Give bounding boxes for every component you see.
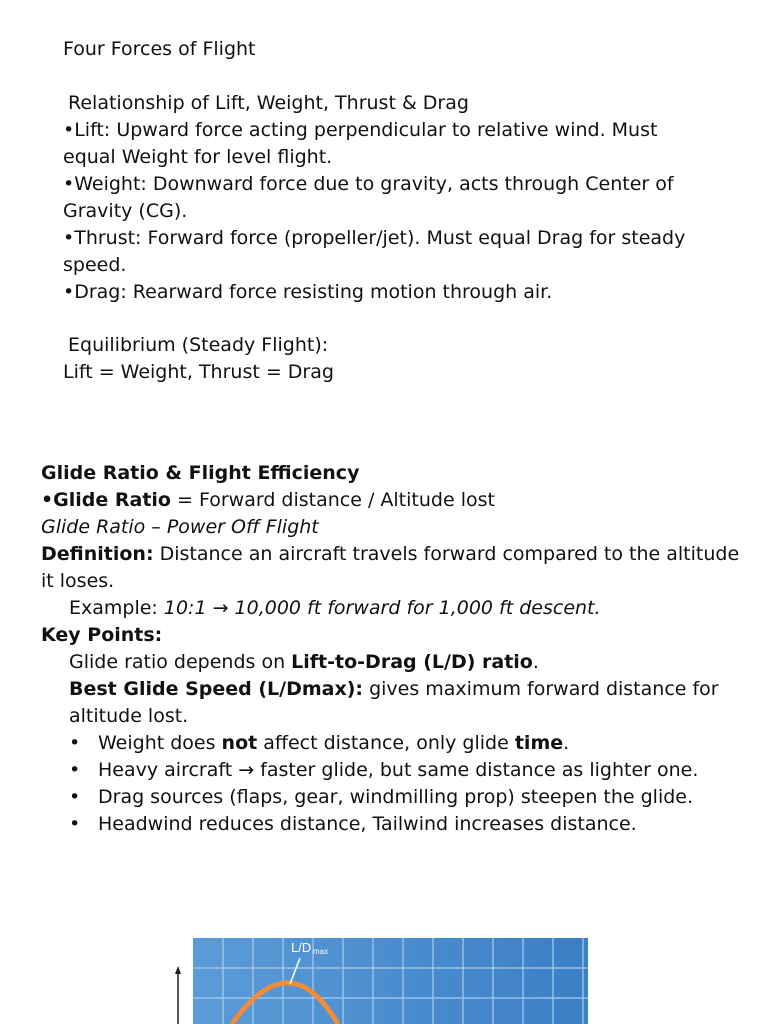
bullet-4: Headwind reduces distance, Tailwind increases distance. — [98, 813, 637, 835]
glide-ratio-text: = Forward distance / Altitude lost — [170, 489, 495, 511]
section1-subtitle: Relationship of Lift, Weight, Thrust & Drag — [68, 92, 469, 114]
definition-line-1 — [41, 541, 739, 568]
kp2-text-1: gives maximum forward distance for — [363, 678, 719, 700]
y-axis-arrow-icon — [175, 966, 181, 974]
section2-subtitle: Glide Ratio – Power Off Flight — [41, 516, 319, 538]
definition-text-1: Distance an aircraft travels forward compared to the altitude — [153, 543, 740, 565]
kp1-text-a: Glide ratio depends on — [69, 651, 292, 673]
kp1-text-c: . — [532, 651, 539, 673]
thrust-line-1: •Thrust: Forward force (propeller/jet). Must equal Drag for steady — [63, 227, 686, 249]
bullet-1 — [98, 730, 569, 757]
key-point-2 — [69, 676, 719, 703]
bullet-4-marker: • — [69, 813, 81, 835]
equilibrium-text: Lift = Weight, Thrust = Drag — [63, 361, 334, 383]
b1-text-c: affect distance, only glide — [257, 732, 515, 754]
section1-title: Four Forces of Flight — [63, 38, 256, 60]
glide-ratio-line — [41, 487, 495, 514]
b1-text-d: time — [514, 732, 564, 754]
lift-line-1: •Lift: Upward force acting perpendicular to relative wind. Must — [63, 119, 658, 141]
example-text: 10:1 → 10,000 ft forward for 1,000 ft descent. — [163, 597, 601, 619]
glide-ratio-label: •Glide Ratio — [41, 489, 171, 511]
key-points-label: Key Points: — [41, 624, 163, 646]
weight-line-2: Gravity (CG). — [63, 200, 188, 222]
bullet-2: Heavy aircraft → faster glide, but same distance as lighter one. — [98, 759, 699, 781]
section2-title: Glide Ratio & Flight Efficiency — [41, 462, 360, 484]
b1-text-a: Weight does — [98, 732, 222, 754]
key-point-1 — [69, 649, 539, 676]
peak-label: L/D — [291, 940, 312, 955]
chart-grid-background — [193, 938, 588, 1024]
drag-line: •Drag: Rearward force resisting motion through air. — [63, 281, 553, 303]
bullet-3-marker: • — [69, 786, 81, 808]
bullet-1-marker: • — [69, 732, 81, 754]
bullet-3: Drag sources (flaps, gear, windmilling prop) steepen the glide. — [98, 786, 694, 808]
bullet-2-marker: • — [69, 759, 81, 781]
b1-text-b: not — [221, 732, 258, 754]
definition-label: Definition: — [41, 543, 154, 565]
example-line — [69, 595, 601, 622]
kp2-label: Best Glide Speed (L/Dmax): — [69, 678, 364, 700]
glide-chart-figure — [160, 928, 600, 1024]
glide-chart-svg — [160, 928, 600, 1024]
lift-line-2: equal Weight for level flight. — [63, 146, 333, 168]
weight-line-1: •Weight: Downward force due to gravity, acts through Center of — [63, 173, 674, 195]
kp1-text-b: Lift-to-Drag (L/D) ratio — [291, 651, 533, 673]
example-label: Example: — [69, 597, 164, 619]
b1-text-e: . — [563, 732, 570, 754]
thrust-line-2: speed. — [63, 254, 127, 276]
peak-label-subscript: max — [313, 947, 329, 956]
definition-line-2: it loses. — [41, 570, 115, 592]
equilibrium-heading: Equilibrium (Steady Flight): — [68, 334, 329, 356]
key-point-2-cont: altitude lost. — [69, 705, 189, 727]
